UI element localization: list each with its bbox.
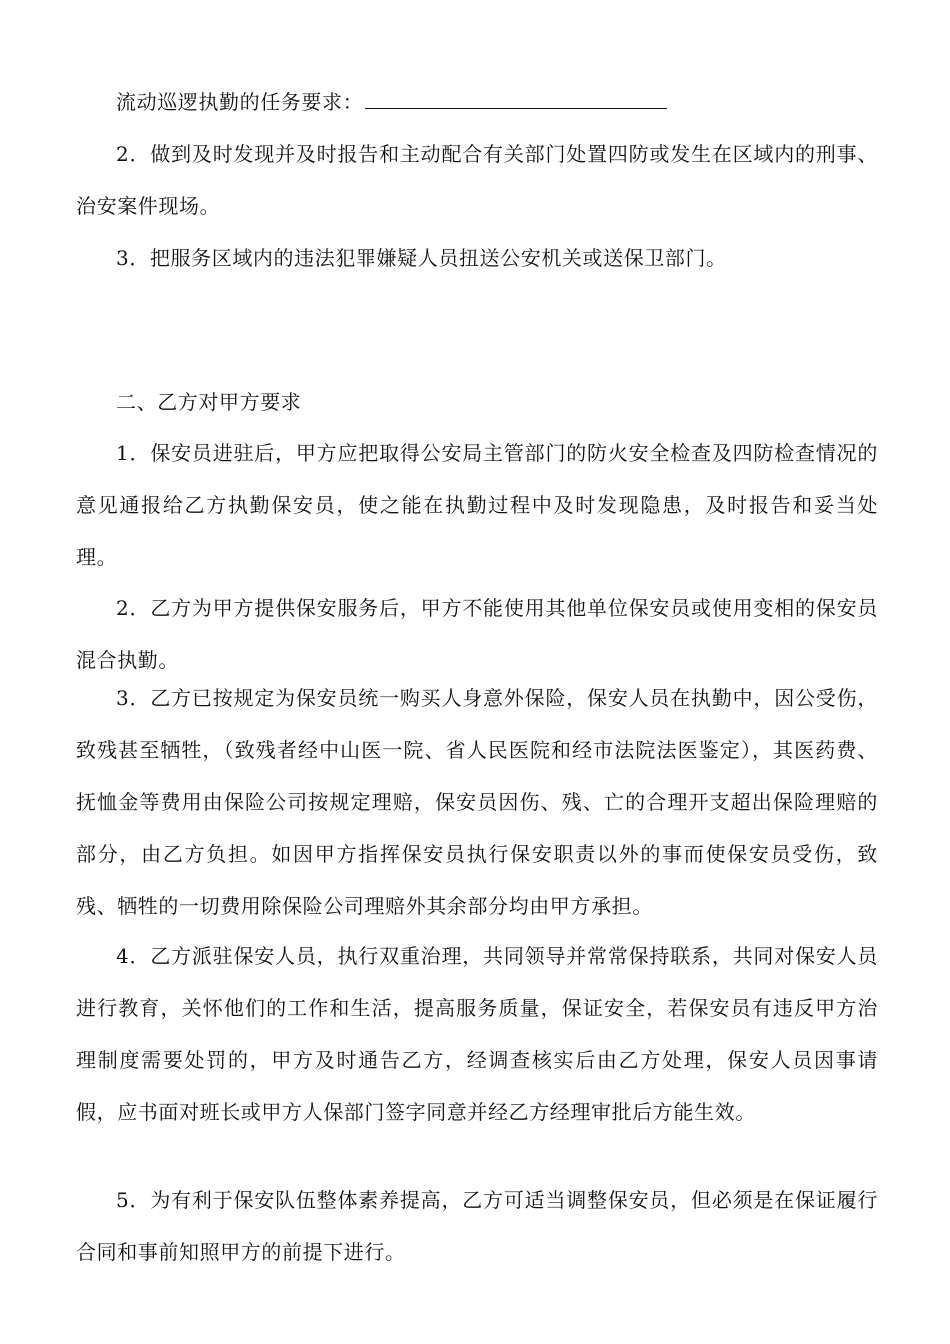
task-requirement-label: 流动巡逻执勤的任务要求：	[116, 90, 364, 114]
section-paragraph-5: 5．为有利于保安队伍整体素养提高，乙方可适当调整保安员，但必须是在保证履行合同和事前知照甲方的前提下进行。	[76, 1188, 878, 1264]
paragraph-top-3: 3．把服务区域内的违法犯罪嫌疑人员扭送公安机关或送保卫部门。	[116, 246, 727, 270]
task-requirement-line	[76, 76, 878, 128]
section-paragraph-2: 2．乙方为甲方提供保安服务后，甲方不能使用其他单位保安员或使用变相的保安员混合执勤。	[76, 596, 878, 672]
section-heading: 二、乙方对甲方要求	[116, 390, 302, 414]
paragraph-top-2: 2．做到及时发现并及时报告和主动配合有关部门处置四防或发生在区域内的刑事、治安案件现场。	[76, 142, 878, 218]
section-paragraph-1: 1．保安员进驻后，甲方应把取得公安局主管部门的防火安全检查及四防检查情况的意见通报给乙方执勤保安员，使之能在执勤过程中及时发现隐患，及时报告和妥当处理。	[76, 441, 878, 569]
fill-in-blank	[365, 90, 667, 109]
section-paragraph-3: 3．乙方已按规定为保安员统一购买人身意外保险，保安人员在执勤中，因公受伤，致残甚至牺牲，（致残者经中山医一院、省人民医院和经市法院法医鉴定），其医药费、抚恤金等费用由保险公司按规定理赔，保安员因伤、残、亡的合理开支超出保险理赔的部分，由乙方负担。如因甲方指挥保安员执行保安职责以外的事而使保安员受伤，致残、牺牲的一切费用除保险公司理赔外其余部分均由甲方承担。	[76, 686, 878, 918]
section-paragraph-4: 4．乙方派驻保安人员，执行双重治理，共同领导并常常保持联系，共同对保安人员进行教育，关怀他们的工作和生活，提高服务质量，保证安全，若保安员有违反甲方治理制度需要处罚的，甲方及时通告乙方，经调查核实后由乙方处理，保安人员因事请假，应书面对班长或甲方人保部门签字同意并经乙方经理审批后方能生效。	[76, 944, 878, 1124]
